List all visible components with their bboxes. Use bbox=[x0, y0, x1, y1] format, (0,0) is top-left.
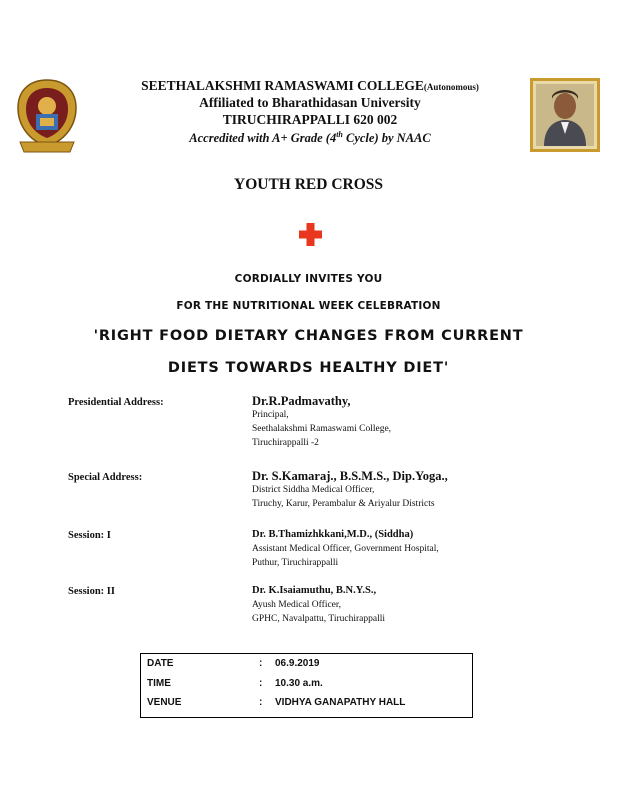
speaker-role: Presidential Address: bbox=[68, 397, 164, 408]
speaker-name: Dr.R.Padmavathy, bbox=[252, 394, 351, 408]
accreditation bbox=[90, 130, 530, 146]
speaker-detail: Seethalakshmi Ramaswami College, bbox=[252, 424, 392, 434]
detail-value: 06.9.2019 bbox=[275, 658, 320, 669]
speaker-name: Dr. K.Isaiamuthu, B.N.Y.S., bbox=[252, 585, 377, 596]
speaker-role: Special Address: bbox=[68, 472, 143, 483]
speaker-block bbox=[252, 394, 391, 450]
event-line: FOR THE NUTRITIONAL WEEK CELEBRATION bbox=[176, 300, 441, 312]
detail-label: TIME bbox=[147, 678, 171, 689]
affiliation: Affiliated to Bharathidasan University bbox=[199, 95, 421, 110]
college-name bbox=[90, 78, 530, 94]
speaker-name: Dr. S.Kamaraj., B.S.M.S., Dip.Yoga., bbox=[252, 469, 448, 483]
college-title: SEETHALAKSHMI RAMASWAMI COLLEGE bbox=[141, 78, 424, 93]
speaker-detail: Principal, bbox=[252, 410, 289, 420]
theme-line-2: DIETS TOWARDS HEALTHY DIET' bbox=[167, 360, 450, 376]
speaker-block bbox=[252, 528, 439, 570]
detail-separator: : bbox=[259, 697, 263, 708]
speaker-detail: Ayush Medical Officer, bbox=[252, 600, 342, 610]
founder-portrait-icon bbox=[530, 78, 600, 152]
detail-label: DATE bbox=[147, 658, 174, 669]
speaker-detail: GPHC, Navalpattu, Tiruchirappalli bbox=[252, 614, 385, 624]
autonomous-label: (Autonomous) bbox=[423, 82, 479, 92]
detail-value: 10.30 a.m. bbox=[275, 678, 323, 689]
speaker-detail: Tiruchy, Karur, Perambalur & Ariyalur Districts bbox=[252, 499, 435, 509]
speaker-detail: Assistant Medical Officer, Government Hospital, bbox=[252, 544, 439, 554]
college-emblem-icon bbox=[12, 76, 82, 156]
organizer-title: YOUTH RED CROSS bbox=[234, 176, 383, 193]
speaker-role: Session: II bbox=[68, 586, 115, 597]
speaker-role: Session: I bbox=[68, 530, 111, 541]
detail-separator: : bbox=[259, 678, 263, 689]
red-cross-icon bbox=[298, 222, 323, 247]
speaker-detail: District Siddha Medical Officer, bbox=[252, 485, 375, 495]
detail-label: VENUE bbox=[147, 697, 182, 708]
speaker-block bbox=[252, 469, 448, 511]
accreditation-sup: th bbox=[336, 130, 343, 139]
invitation-line: CORDIALLY INVITES YOU bbox=[234, 273, 383, 285]
event-details-box bbox=[140, 653, 473, 718]
theme-line-1: 'RIGHT FOOD DIETARY CHANGES FROM CURRENT bbox=[93, 328, 524, 344]
speaker-block bbox=[252, 584, 385, 626]
speaker-name: Dr. B.Thamizhkkani,M.D., (Siddha) bbox=[252, 529, 414, 540]
detail-value: VIDHYA GANAPATHY HALL bbox=[275, 697, 406, 708]
accreditation-text: Accredited with A+ Grade (4 bbox=[189, 131, 337, 146]
speaker-detail: Tiruchirappalli -2 bbox=[252, 438, 319, 448]
city-pincode: TIRUCHIRAPPALLI 620 002 bbox=[222, 112, 398, 127]
detail-separator: : bbox=[259, 658, 263, 669]
accreditation-text-end: Cycle) by NAAC bbox=[342, 131, 431, 146]
speaker-detail: Puthur, Tiruchirappalli bbox=[252, 558, 339, 568]
